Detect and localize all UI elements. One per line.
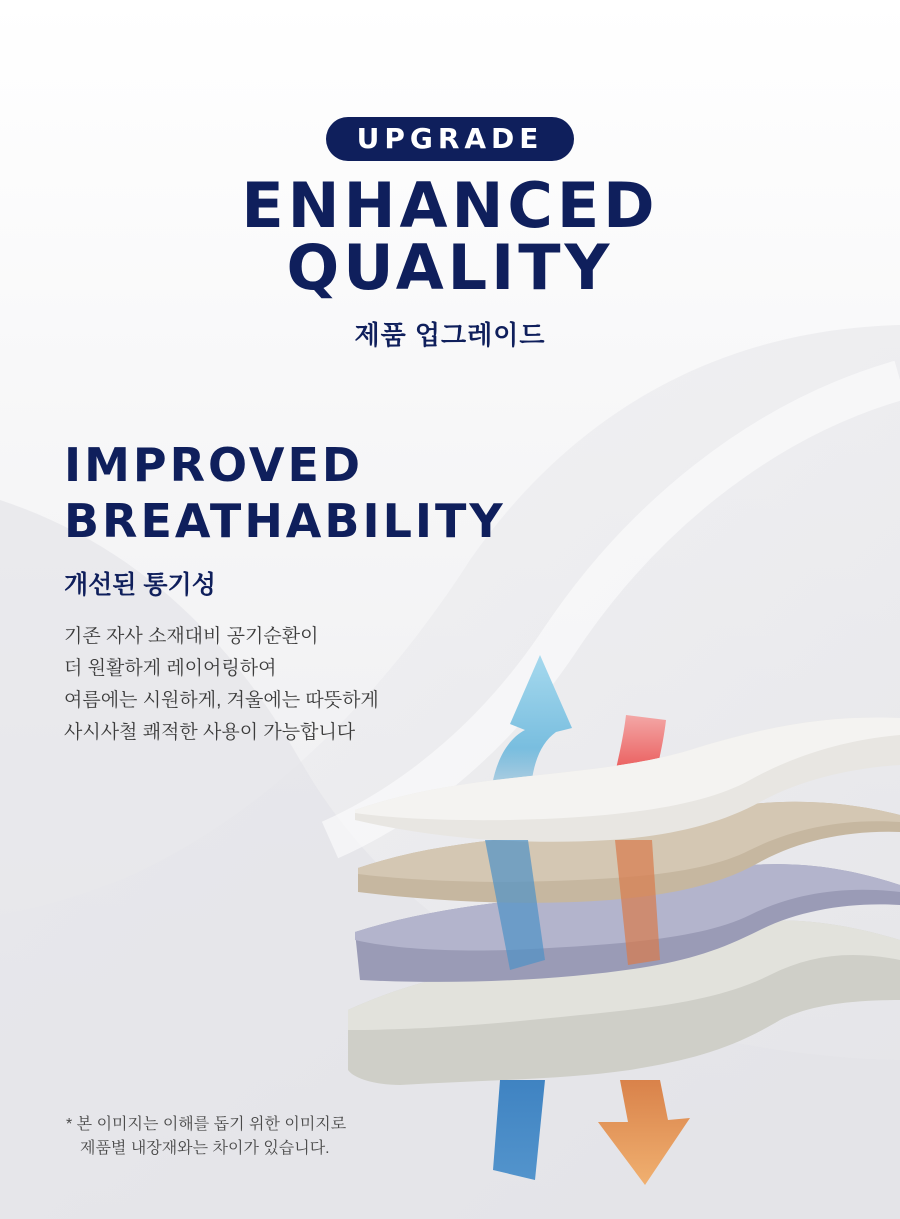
feature-title [64, 437, 506, 549]
page-title [0, 169, 900, 304]
disclaimer-line: 제품별 내장재와는 차이가 있습니다. [80, 1140, 330, 1157]
disclaimer-note [66, 1113, 346, 1161]
page-title-line1: ENHANCED [241, 169, 659, 242]
description-line: 기존 자사 소재대비 공기순환이 [64, 626, 319, 647]
upgrade-badge: UPGRADE [326, 117, 574, 161]
page-title-line2: QUALITY [286, 231, 614, 304]
description-line: 여름에는 시원하게, 겨울에는 따뜻하게 [64, 690, 379, 711]
orange-air-down-arrow-icon [598, 1080, 690, 1185]
blue-air-down-arrow-icon [493, 1080, 545, 1180]
feature-subtitle: 개선된 통기성 [64, 571, 216, 599]
disclaimer-line: * 본 이미지는 이해를 돕기 위한 이미지로 [66, 1116, 347, 1133]
header [0, 117, 900, 352]
layer-illustration [330, 640, 900, 1200]
page-subtitle: 제품 업그레이드 [354, 320, 546, 350]
description-line: 더 원활하게 레이어링하여 [64, 658, 277, 679]
feature-title-line1: IMPROVED [64, 438, 364, 492]
feature-title-line2: BREATHABILITY [64, 494, 506, 548]
description-line: 사시사철 쾌적한 사용이 가능합니다 [64, 722, 356, 743]
